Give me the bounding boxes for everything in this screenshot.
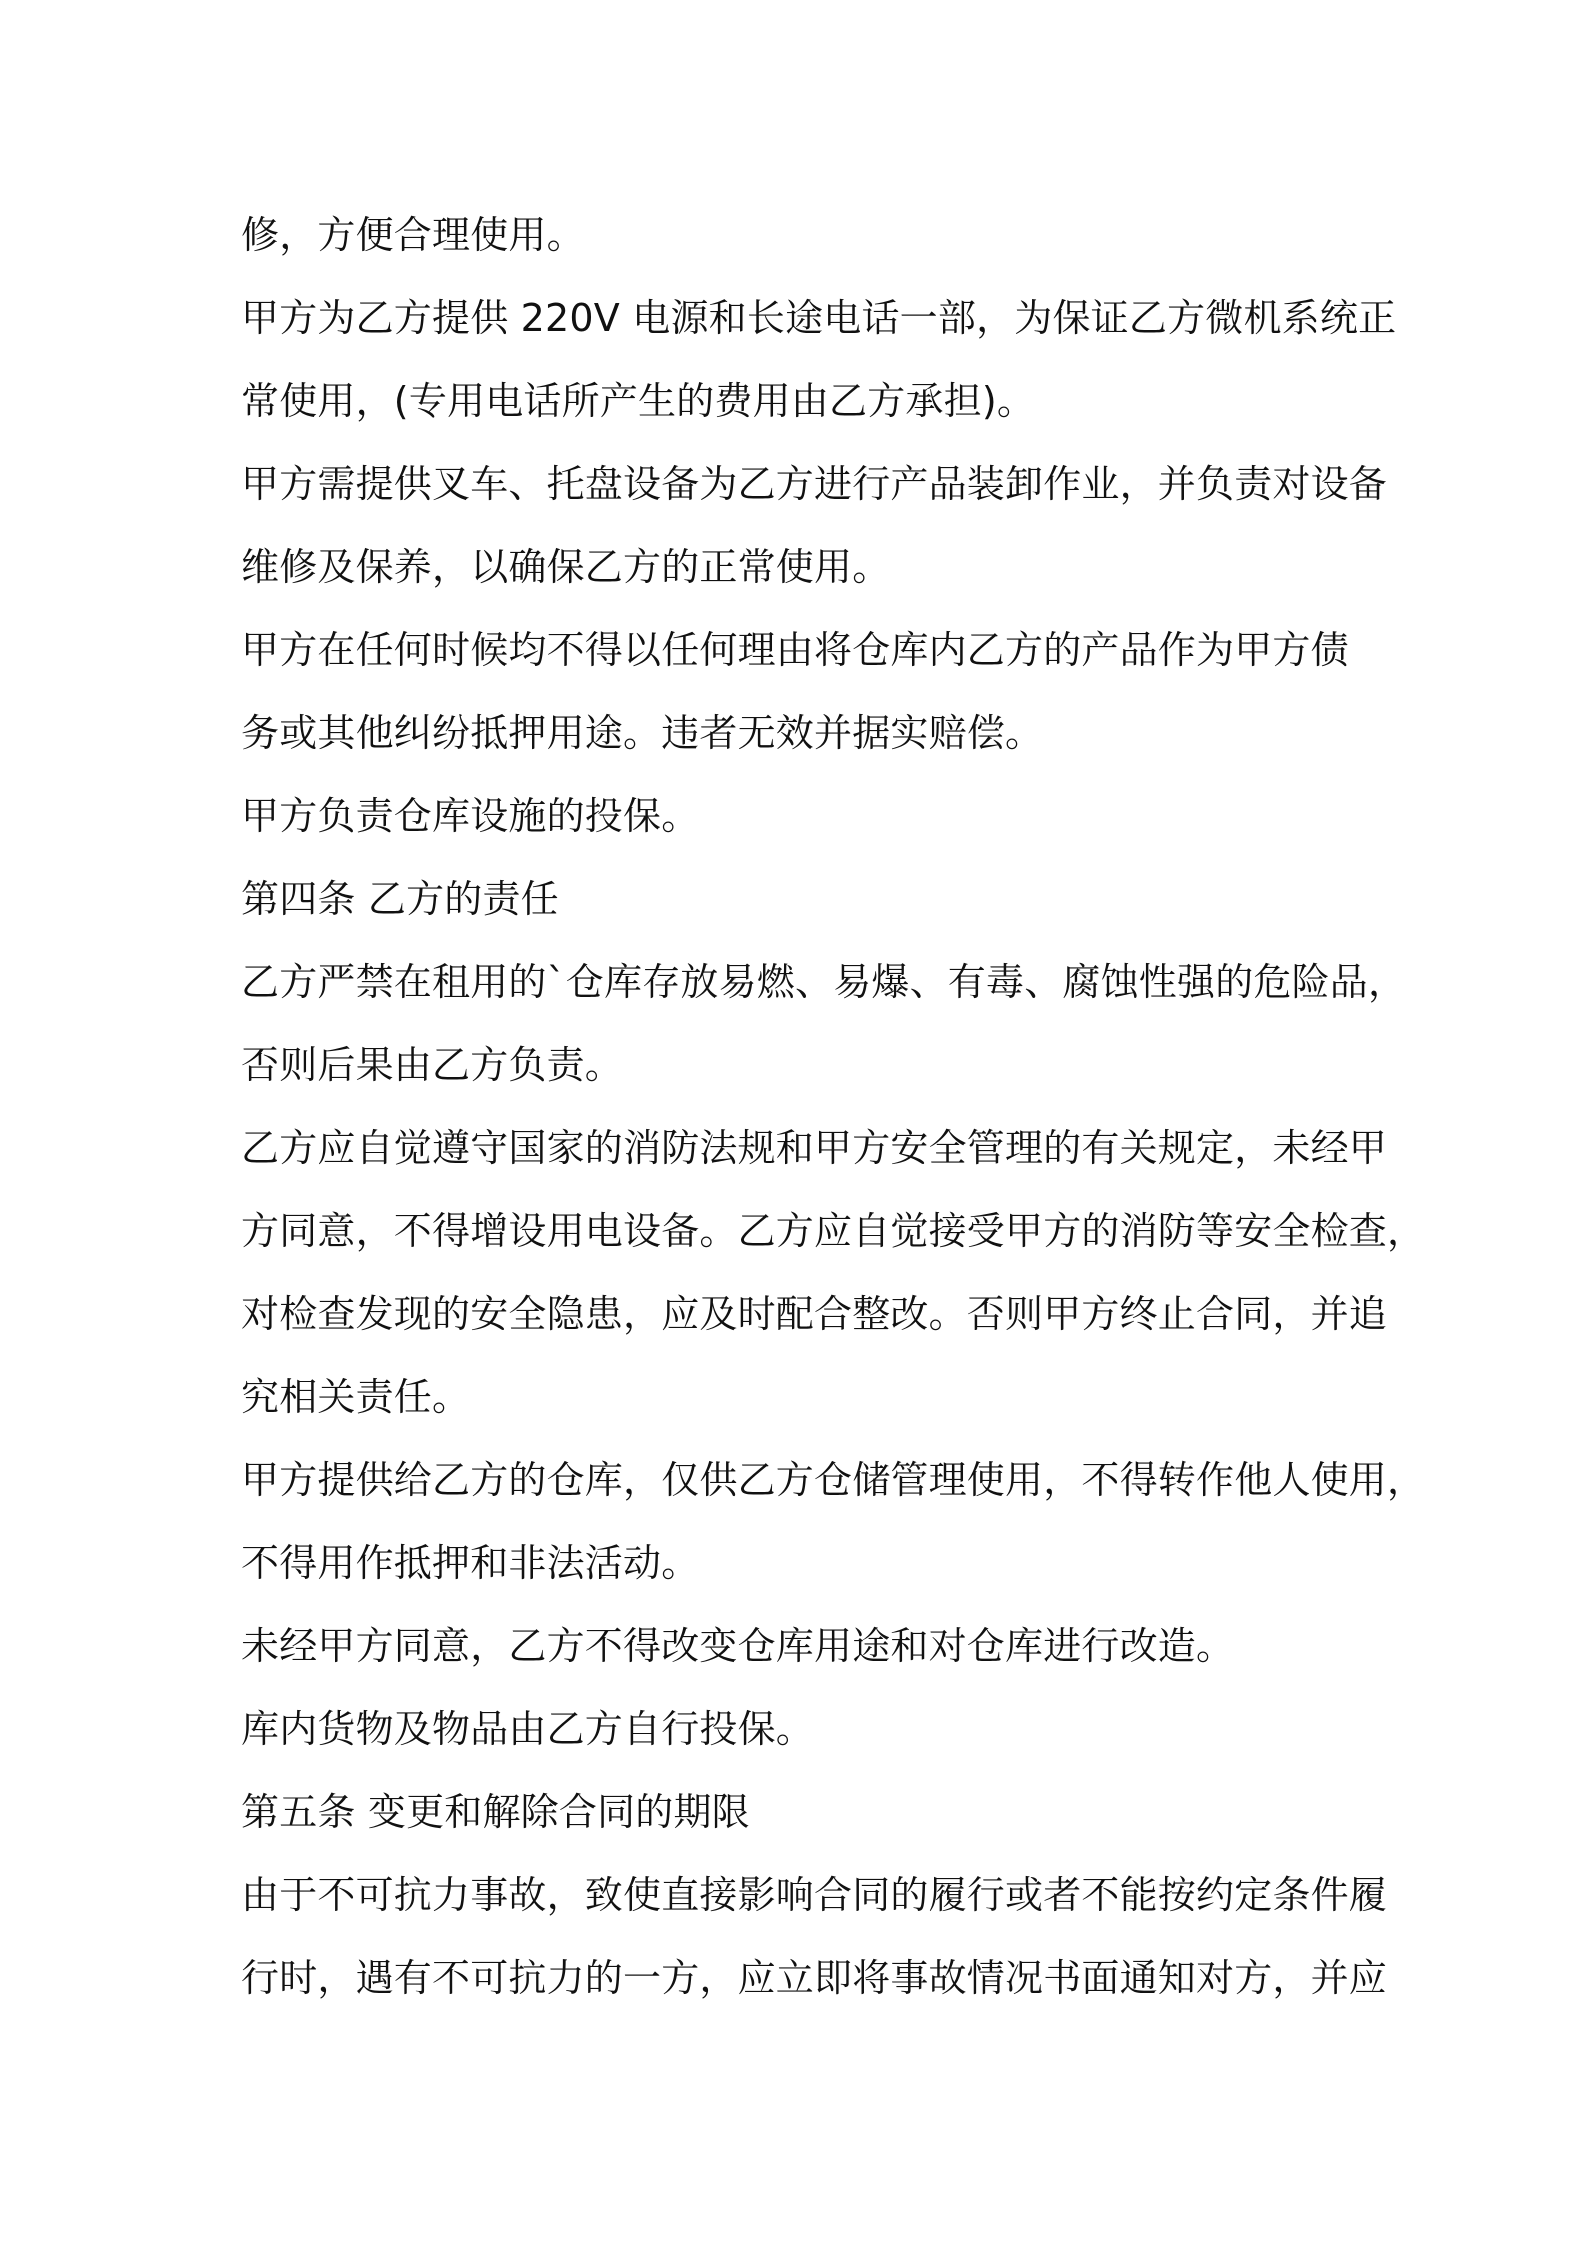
section-heading: 第四条 乙方的责任 xyxy=(241,877,559,921)
text-line: 乙方严禁在租用的`仓库存放易燃、易爆、有毒、腐蚀性强的危险品， xyxy=(241,960,1407,1004)
text-line: 未经甲方同意，乙方不得改变仓库用途和对仓库进行改造。 xyxy=(241,1624,1235,1668)
text-line: 方同意，不得增设用电设备。乙方应自觉接受甲方的消防等安全检查， xyxy=(241,1209,1426,1253)
text-line: 不得用作抵押和非法活动。 xyxy=(241,1541,700,1585)
text-line: 否则后果由乙方负责。 xyxy=(241,1043,624,1087)
section-heading: 第五条 变更和解除合同的期限 xyxy=(241,1790,750,1834)
text-line: 甲方负责仓库设施的投保。 xyxy=(241,794,700,838)
text-line: 库内货物及物品由乙方自行投保。 xyxy=(241,1707,815,1751)
text-line: 甲方需提供叉车、托盘设备为乙方进行产品装卸作业，并负责对设备 xyxy=(241,462,1388,506)
text-line: 甲方为乙方提供 220V 电源和长途电话一部，为保证乙方微机系统正 xyxy=(241,296,1397,340)
text-line: 常使用，(专用电话所产生的费用由乙方承担)。 xyxy=(241,379,1036,423)
text-line: 甲方提供给乙方的仓库，仅供乙方仓储管理使用，不得转作他人使用， xyxy=(241,1458,1426,1502)
text-line: 乙方应自觉遵守国家的消防法规和甲方安全管理的有关规定，未经甲 xyxy=(241,1126,1388,1170)
document-body xyxy=(241,194,1426,2020)
text-line: 维修及保养，以确保乙方的正常使用。 xyxy=(241,545,891,589)
text-line: 甲方在任何时候均不得以任何理由将仓库内乙方的产品作为甲方债 xyxy=(241,628,1349,672)
text-line: 由于不可抗力事故，致使直接影响合同的履行或者不能按约定条件履 xyxy=(241,1873,1388,1917)
text-line: 务或其他纠纷抵押用途。违者无效并据实赔偿。 xyxy=(241,711,1044,755)
text-line: 对检查发现的安全隐患，应及时配合整改。否则甲方终止合同，并追 xyxy=(241,1292,1388,1336)
text-line: 究相关责任。 xyxy=(241,1375,471,1419)
text-line: 行时，遇有不可抗力的一方，应立即将事故情况书面通知对方，并应 xyxy=(241,1956,1388,2000)
text-line: 修，方便合理使用。 xyxy=(241,213,585,257)
